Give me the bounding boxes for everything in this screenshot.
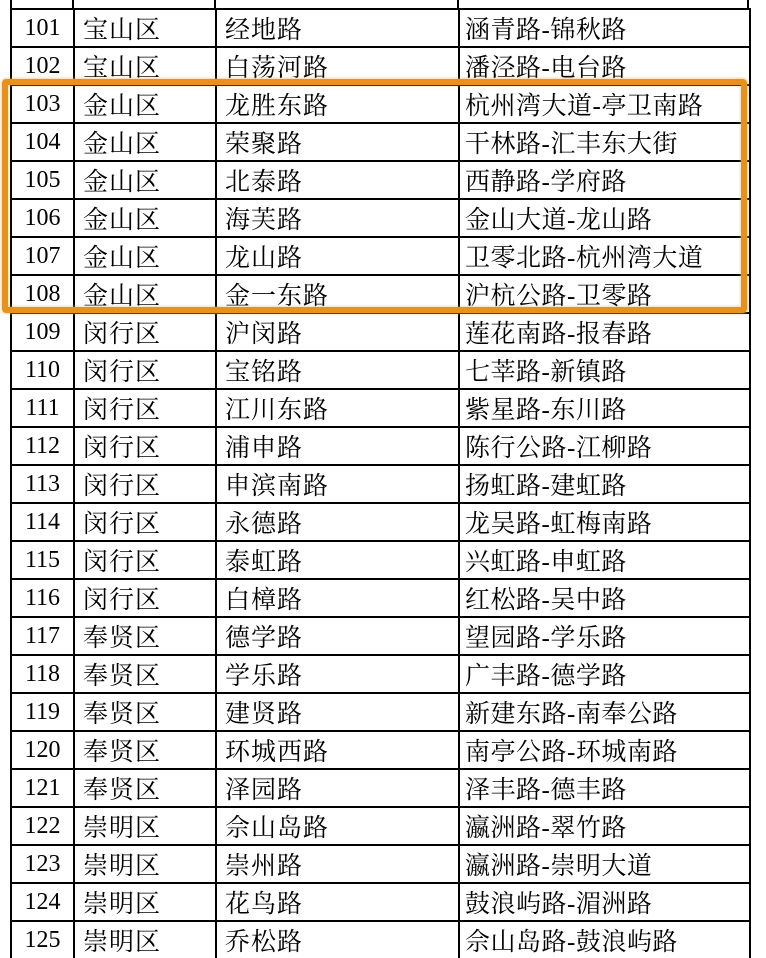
cell-section: 沪杭公路-卫零路	[459, 275, 750, 313]
cell-section: 卫零北路-杭州湾大道	[459, 237, 750, 275]
cell-no: 109	[11, 313, 74, 351]
cell-road: 北泰路	[216, 161, 459, 199]
cell-section: 莲花南路-报春路	[459, 313, 750, 351]
cell-no: 102	[11, 47, 74, 85]
cell-road: 白樟路	[216, 579, 459, 617]
cell-no: 104	[11, 123, 74, 161]
cell-section: 兴虹路-申虹路	[459, 541, 750, 579]
cell-road: 金一东路	[216, 275, 459, 313]
cell-no: 124	[11, 883, 74, 921]
cell-district: 闵行区	[74, 579, 216, 617]
table-row	[11, 731, 750, 769]
cell-section: 泽丰路-德丰路	[459, 769, 750, 807]
cell-section: 扬虹路-建虹路	[459, 465, 750, 503]
cell-no: 119	[11, 693, 74, 731]
cell-no: 116	[11, 579, 74, 617]
cell-district: 闵行区	[74, 541, 216, 579]
cell-section: 望园路-学乐路	[459, 617, 750, 655]
table-row	[11, 807, 750, 845]
table-row	[11, 503, 750, 541]
table-row	[11, 617, 750, 655]
table-row	[11, 693, 750, 731]
cell-road: 德学路	[216, 617, 459, 655]
cell-no: 110	[11, 351, 74, 389]
table-row	[11, 883, 750, 921]
cell-section: 新建东路-南奉公路	[459, 693, 750, 731]
cell-section: 鼓浪屿路-湄洲路	[459, 883, 750, 921]
cell-section: 瀛洲路-崇明大道	[459, 845, 750, 883]
cell-no: 112	[11, 427, 74, 465]
cell-road: 白荡河路	[216, 47, 459, 85]
cell-district: 闵行区	[74, 351, 216, 389]
cell-road: 申滨南路	[216, 465, 459, 503]
cell-no: 114	[11, 503, 74, 541]
cell-road: 乔松路	[216, 921, 459, 958]
cell-no: 122	[11, 807, 74, 845]
cell-no: 105	[11, 161, 74, 199]
cell-section: 涵青路-锦秋路	[459, 9, 750, 47]
cell-road: 永德路	[216, 503, 459, 541]
cell-road: 江川东路	[216, 389, 459, 427]
cell-no: 113	[11, 465, 74, 503]
table-row	[11, 541, 750, 579]
cell-section: 佘山岛路-鼓浪屿路	[459, 921, 750, 958]
table-row	[11, 921, 750, 958]
cell-district: 奉贤区	[74, 693, 216, 731]
cell-road: 佘山岛路	[216, 807, 459, 845]
cell-section: 干林路-汇丰东大街	[459, 123, 750, 161]
cell-district: 金山区	[74, 85, 216, 123]
cell-section: 瀛洲路-翠竹路	[459, 807, 750, 845]
cell-road: 浦申路	[216, 427, 459, 465]
table-row	[11, 769, 750, 807]
table-row	[11, 123, 750, 161]
table-row	[11, 313, 750, 351]
table-row	[11, 9, 750, 47]
cell-district: 宝山区	[74, 9, 216, 47]
cell-district: 金山区	[74, 123, 216, 161]
cell-road: 经地路	[216, 9, 459, 47]
cell-road: 沪闵路	[216, 313, 459, 351]
cell-section: 西静路-学府路	[459, 161, 750, 199]
cell-district: 闵行区	[74, 465, 216, 503]
cell-district: 闵行区	[74, 313, 216, 351]
cell-road: 龙胜东路	[216, 85, 459, 123]
cell-road: 环城西路	[216, 731, 459, 769]
cell-district: 崇明区	[74, 921, 216, 958]
cell-section: 紫星路-东川路	[459, 389, 750, 427]
cell-no: 111	[11, 389, 74, 427]
cell-district: 金山区	[74, 237, 216, 275]
cell-district: 崇明区	[74, 845, 216, 883]
cell-section: 红松路-吴中路	[459, 579, 750, 617]
cell-road: 崇州路	[216, 845, 459, 883]
cell-no: 101	[11, 9, 74, 47]
table-row	[11, 427, 750, 465]
table-row	[11, 351, 750, 389]
table-row	[11, 579, 750, 617]
cell-district: 宝山区	[74, 47, 216, 85]
cell-no: 118	[11, 655, 74, 693]
roads-table	[10, 8, 751, 958]
cell-district: 闵行区	[74, 427, 216, 465]
cell-no: 108	[11, 275, 74, 313]
cell-road: 宝铭路	[216, 351, 459, 389]
table-row	[11, 655, 750, 693]
cell-road: 花鸟路	[216, 883, 459, 921]
cell-road: 龙山路	[216, 237, 459, 275]
cell-district: 奉贤区	[74, 769, 216, 807]
table-row	[11, 389, 750, 427]
cell-section: 杭州湾大道-亭卫南路	[459, 85, 750, 123]
table-row	[11, 161, 750, 199]
cell-no: 115	[11, 541, 74, 579]
cell-no: 123	[11, 845, 74, 883]
cell-section: 陈行公路-江柳路	[459, 427, 750, 465]
cell-district: 闵行区	[74, 503, 216, 541]
table-row	[11, 275, 750, 313]
cell-no: 107	[11, 237, 74, 275]
cell-section: 南亭公路-环城南路	[459, 731, 750, 769]
table-row	[11, 845, 750, 883]
cell-district: 奉贤区	[74, 731, 216, 769]
cell-no: 103	[11, 85, 74, 123]
cell-district: 金山区	[74, 275, 216, 313]
cell-district: 金山区	[74, 199, 216, 237]
cell-district: 奉贤区	[74, 655, 216, 693]
cell-road: 泽园路	[216, 769, 459, 807]
cell-district: 金山区	[74, 161, 216, 199]
cell-no: 117	[11, 617, 74, 655]
cell-district: 闵行区	[74, 389, 216, 427]
cell-section: 龙吴路-虹梅南路	[459, 503, 750, 541]
cell-no: 120	[11, 731, 74, 769]
cell-no: 121	[11, 769, 74, 807]
cell-district: 崇明区	[74, 883, 216, 921]
cell-district: 崇明区	[74, 807, 216, 845]
cell-road: 泰虹路	[216, 541, 459, 579]
table-row	[11, 237, 750, 275]
table-row	[11, 85, 750, 123]
cell-section: 七莘路-新镇路	[459, 351, 750, 389]
cell-road: 学乐路	[216, 655, 459, 693]
cell-road: 建贤路	[216, 693, 459, 731]
cell-section: 潘泾路-电台路	[459, 47, 750, 85]
table-row	[11, 465, 750, 503]
cell-no: 106	[11, 199, 74, 237]
cell-section: 金山大道-龙山路	[459, 199, 750, 237]
cell-no: 125	[11, 921, 74, 958]
cell-road: 海芙路	[216, 199, 459, 237]
cell-section: 广丰路-德学路	[459, 655, 750, 693]
cell-district: 奉贤区	[74, 617, 216, 655]
table-row	[11, 47, 750, 85]
table-row	[11, 199, 750, 237]
cell-road: 荣聚路	[216, 123, 459, 161]
